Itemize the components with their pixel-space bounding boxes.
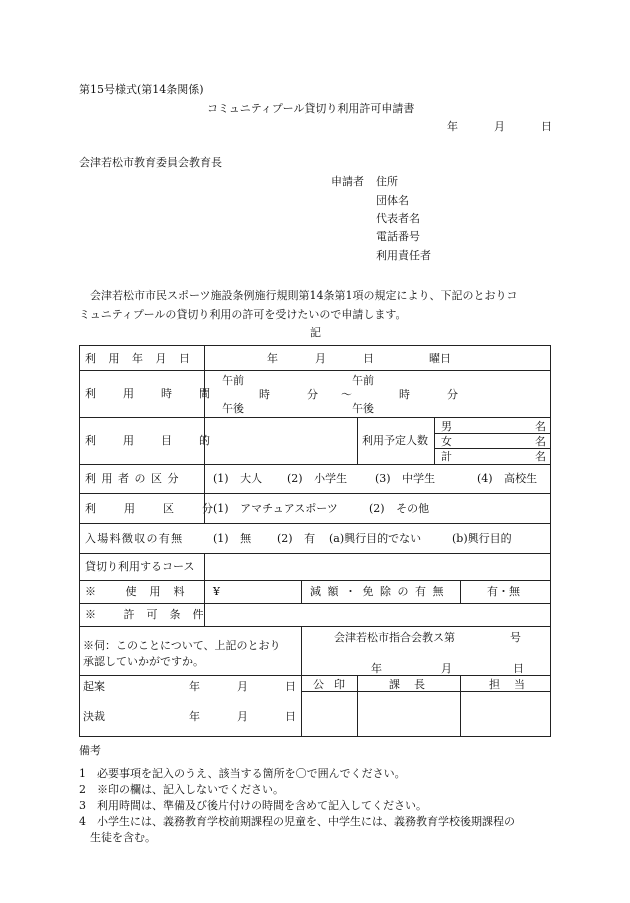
date-year-label: 年 <box>447 120 458 133</box>
people-total-label: 計 <box>441 450 452 463</box>
time-start-hour: 時 <box>259 388 270 401</box>
time-tilde: 〜 <box>341 388 352 401</box>
user-type-option-1: (1) 大人 <box>213 472 263 485</box>
inquiry-line-2: 承認していかがですか。 <box>83 655 204 668</box>
application-table <box>79 345 551 737</box>
note-item-2: 2 ※印の欄は、記入しないでください。 <box>79 783 284 796</box>
doc-date-year: 年 <box>371 662 382 675</box>
approval-label: 決裁 <box>83 710 105 723</box>
people-female-label: 女 <box>441 435 452 448</box>
approval-month: 月 <box>237 710 248 723</box>
usage-fee-row-label: ※ 使用料 <box>85 585 198 598</box>
note-item-4: 4 小学生には、義務教育学校前期課程の児童を、中学生には、義務教育学校後期課程の <box>79 815 515 828</box>
draft-month: 月 <box>237 680 248 693</box>
usage-type-option-2: (2) その他 <box>369 502 430 515</box>
date-row-label-text: 利用年月日 <box>85 352 203 365</box>
staff-label: 担当 <box>489 678 539 691</box>
user-type-option-2: (2) 小学生 <box>287 472 348 485</box>
applicant-group-label: 団体名 <box>376 194 409 207</box>
seal-label: 公印 <box>313 678 355 691</box>
usage-type-row-label: 利用区分 <box>85 502 241 515</box>
fee-option-none: (1) 無 <box>213 532 252 545</box>
doc-date-month: 月 <box>441 662 452 675</box>
use-date-month: 月 <box>315 352 326 365</box>
fee-option-yes: (2) 有 <box>277 532 316 545</box>
doc-date-day: 日 <box>513 662 524 675</box>
date-row-label <box>85 352 203 365</box>
approval-day: 日 <box>285 710 296 723</box>
date-day-label: 日 <box>541 120 552 133</box>
exemption-label: 減額・免除の有無 <box>310 585 450 598</box>
people-label: 利用予定人数 <box>362 434 428 447</box>
user-type-option-4: (4) 高校生 <box>477 472 538 485</box>
note-item-5: 生徒を含む。 <box>79 831 156 844</box>
use-date-year: 年 <box>267 352 278 365</box>
time-end-pm: 午後 <box>352 402 374 415</box>
people-female-unit: 名 <box>535 435 546 448</box>
fee-option-b: (b)興行目的 <box>452 532 512 545</box>
note-item-3: 3 利用時間は、準備及び後片付けの時間を含めて記入してください。 <box>79 799 427 812</box>
fee-option-a: (a)興行目的でない <box>329 532 422 545</box>
time-start-am: 午前 <box>222 374 244 387</box>
use-date-weekday: 曜日 <box>429 352 451 365</box>
people-male-label: 男 <box>441 420 452 433</box>
applicant-manager-label: 利用責任者 <box>376 249 431 262</box>
course-row-label: 貸切り利用するコース <box>85 560 195 573</box>
user-type-row-label: 利用者の区分 <box>85 472 184 485</box>
draft-label: 起案 <box>83 680 105 693</box>
date-month-label: 月 <box>494 120 505 133</box>
applicant-label: 申請者 <box>331 175 364 188</box>
time-row-label: 利用時間 <box>85 387 237 400</box>
time-end-minute: 分 <box>447 388 458 401</box>
applicant-phone-label: 電話番号 <box>376 230 420 243</box>
people-total-unit: 名 <box>535 450 546 463</box>
draft-year: 年 <box>189 680 200 693</box>
applicant-representative-label: 代表者名 <box>376 212 420 225</box>
intro-paragraph <box>79 286 552 324</box>
notes-list <box>79 766 552 846</box>
form-title: コミュニティプール貸切り利用許可申請書 <box>207 102 415 115</box>
exemption-value: 有・無 <box>487 585 520 598</box>
time-end-hour: 時 <box>399 388 410 401</box>
time-start-minute: 分 <box>307 388 318 401</box>
inquiry-line-1: ※伺：このことについて、上記のとおり <box>83 639 281 652</box>
yen-sign: ¥ <box>213 585 220 598</box>
conditions-row-label: ※ 許可条件 <box>85 608 216 621</box>
user-type-option-3: (3) 中学生 <box>375 472 436 485</box>
notes-title: 備考 <box>79 744 101 757</box>
form-number: 第15号様式(第14条関係) <box>79 83 204 96</box>
chief-label: 課長 <box>389 678 439 691</box>
doc-number-suffix: 号 <box>510 631 521 644</box>
people-male-unit: 名 <box>535 420 546 433</box>
time-start-pm: 午後 <box>222 402 244 415</box>
fee-row-label: 入場料徴収の有無 <box>85 532 184 545</box>
draft-day: 日 <box>285 680 296 693</box>
note-item-1: 1 必要事項を記入のうえ、該当する箇所を〇で囲んでください。 <box>79 767 406 780</box>
use-date-day: 日 <box>363 352 374 365</box>
usage-type-option-1: (1) アマチュアスポーツ <box>213 502 338 515</box>
intro-line-1: 会津若松市市民スポーツ施設条例施行規則第14条第1項の規定により、下記のとおりコ <box>90 289 518 302</box>
ki-label: 記 <box>310 326 321 339</box>
applicant-address-label: 住所 <box>376 175 398 188</box>
time-end-am: 午前 <box>352 374 374 387</box>
recipient: 会津若松市教育委員会教育長 <box>79 156 222 169</box>
doc-number-label: 会津若松市指合会教ス第 <box>334 631 455 644</box>
intro-line-2: ミュニティプールの貸切り利用の許可を受けたいので申請します。 <box>79 308 407 321</box>
approval-year: 年 <box>189 710 200 723</box>
purpose-row-label: 利用目的 <box>85 434 237 447</box>
